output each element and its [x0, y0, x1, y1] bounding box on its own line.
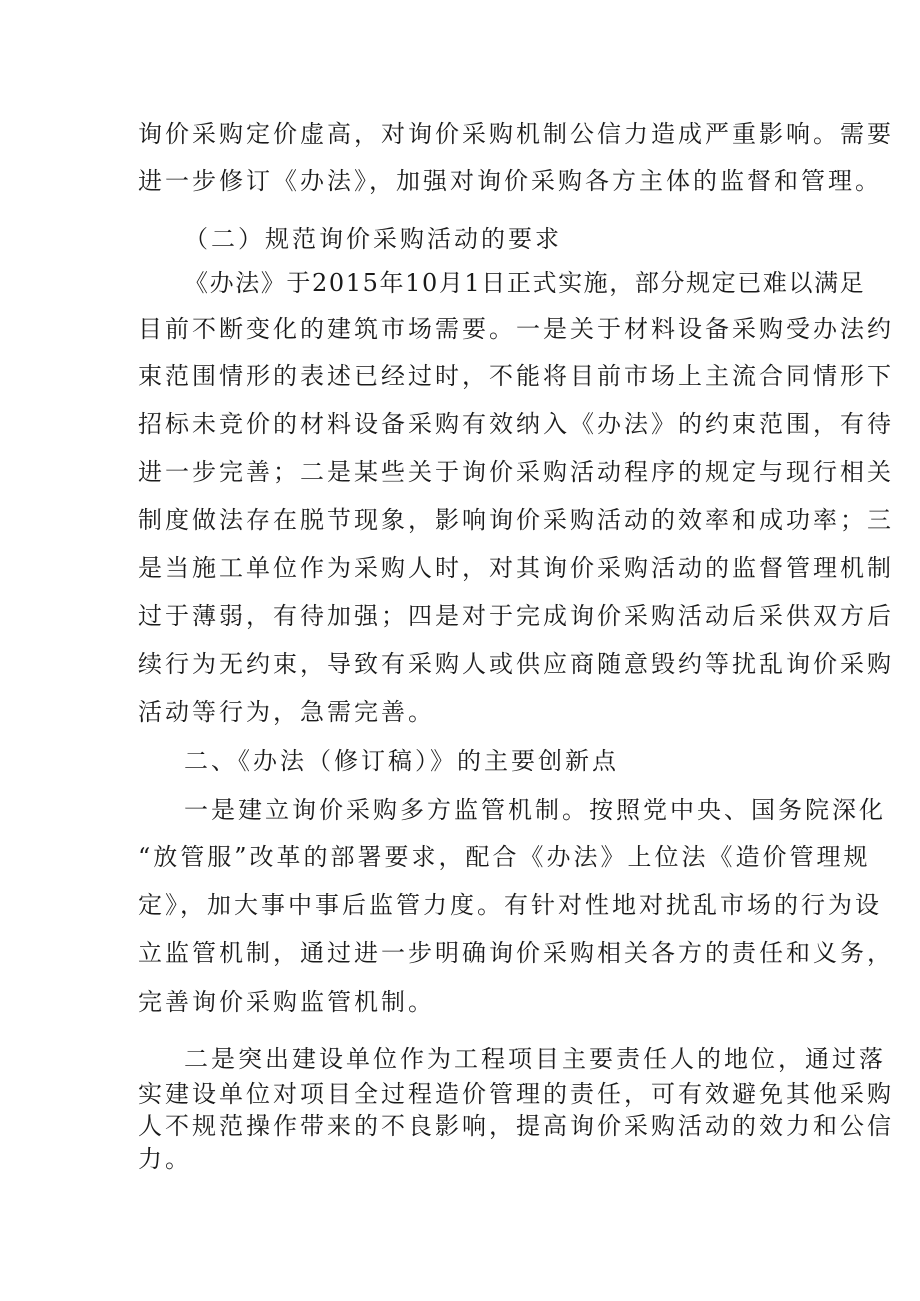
text-line: 进一步修订《办法》，加强对询价采购各方主体的监督和管理。: [138, 167, 882, 195]
text-line: 二是突出建设单位作为工程项目主要责任人的地位，通过落: [184, 1045, 886, 1073]
text-line: 询价采购定价虚高，对询价采购机制公信力造成严重影响。需要: [138, 120, 894, 148]
text-line: “放管服”改革的部署要求，配合《办法》上位法《造价管理规: [138, 843, 871, 871]
text-line: 立监管机制，通过进一步明确询价采购相关各方的责任和义务，: [138, 939, 894, 967]
text-line: 束范围情形的表述已经过时，不能将目前市场上主流合同情形下: [138, 362, 894, 390]
text-line: 是当施工单位作为采购人时，对其询价采购活动的监督管理机制: [138, 554, 894, 582]
text-line: 力。: [138, 1145, 192, 1173]
text-line: 人不规范操作带来的不良影响，提高询价采购活动的效力和公信: [138, 1112, 894, 1140]
text-line: 制度做法存在脱节现象，影响询价采购活动的效率和成功率；三: [138, 506, 894, 534]
text-line: 续行为无约束，导致有采购人或供应商随意毁约等扰乱询价采购: [138, 650, 894, 678]
section-heading: 二、《办法（修订稿）》的主要创新点: [184, 747, 619, 775]
text-line: 招标未竞价的材料设备采购有效纳入《办法》的约束范围，有待: [138, 410, 894, 438]
text-line: 活动等行为，急需完善。: [138, 698, 435, 726]
text-line: 定》，加大事中事后监管力度。有针对性地对扰乱市场的行为设: [138, 891, 882, 919]
text-line: 目前不断变化的建筑市场需要。一是关于材料设备采购受办法约: [138, 315, 894, 343]
text-line: 进一步完善；二是某些关于询价采购活动程序的规定与现行相关: [138, 458, 894, 486]
text-line: 一是建立询价采购多方监管机制。按照党中央、国务院深化: [184, 796, 886, 824]
text-line: 过于薄弱，有待加强；四是对于完成询价采购活动后采供双方后: [138, 602, 894, 630]
section-heading: （二）规范询价采购活动的要求: [184, 225, 562, 253]
text-line: 实建设单位对项目全过程造价管理的责任，可有效避免其他采购: [138, 1080, 894, 1108]
text-line: 《办法》于2015年10月1日正式实施，部分规定已难以满足: [184, 269, 866, 297]
text-line: 完善询价采购监管机制。: [138, 988, 435, 1016]
